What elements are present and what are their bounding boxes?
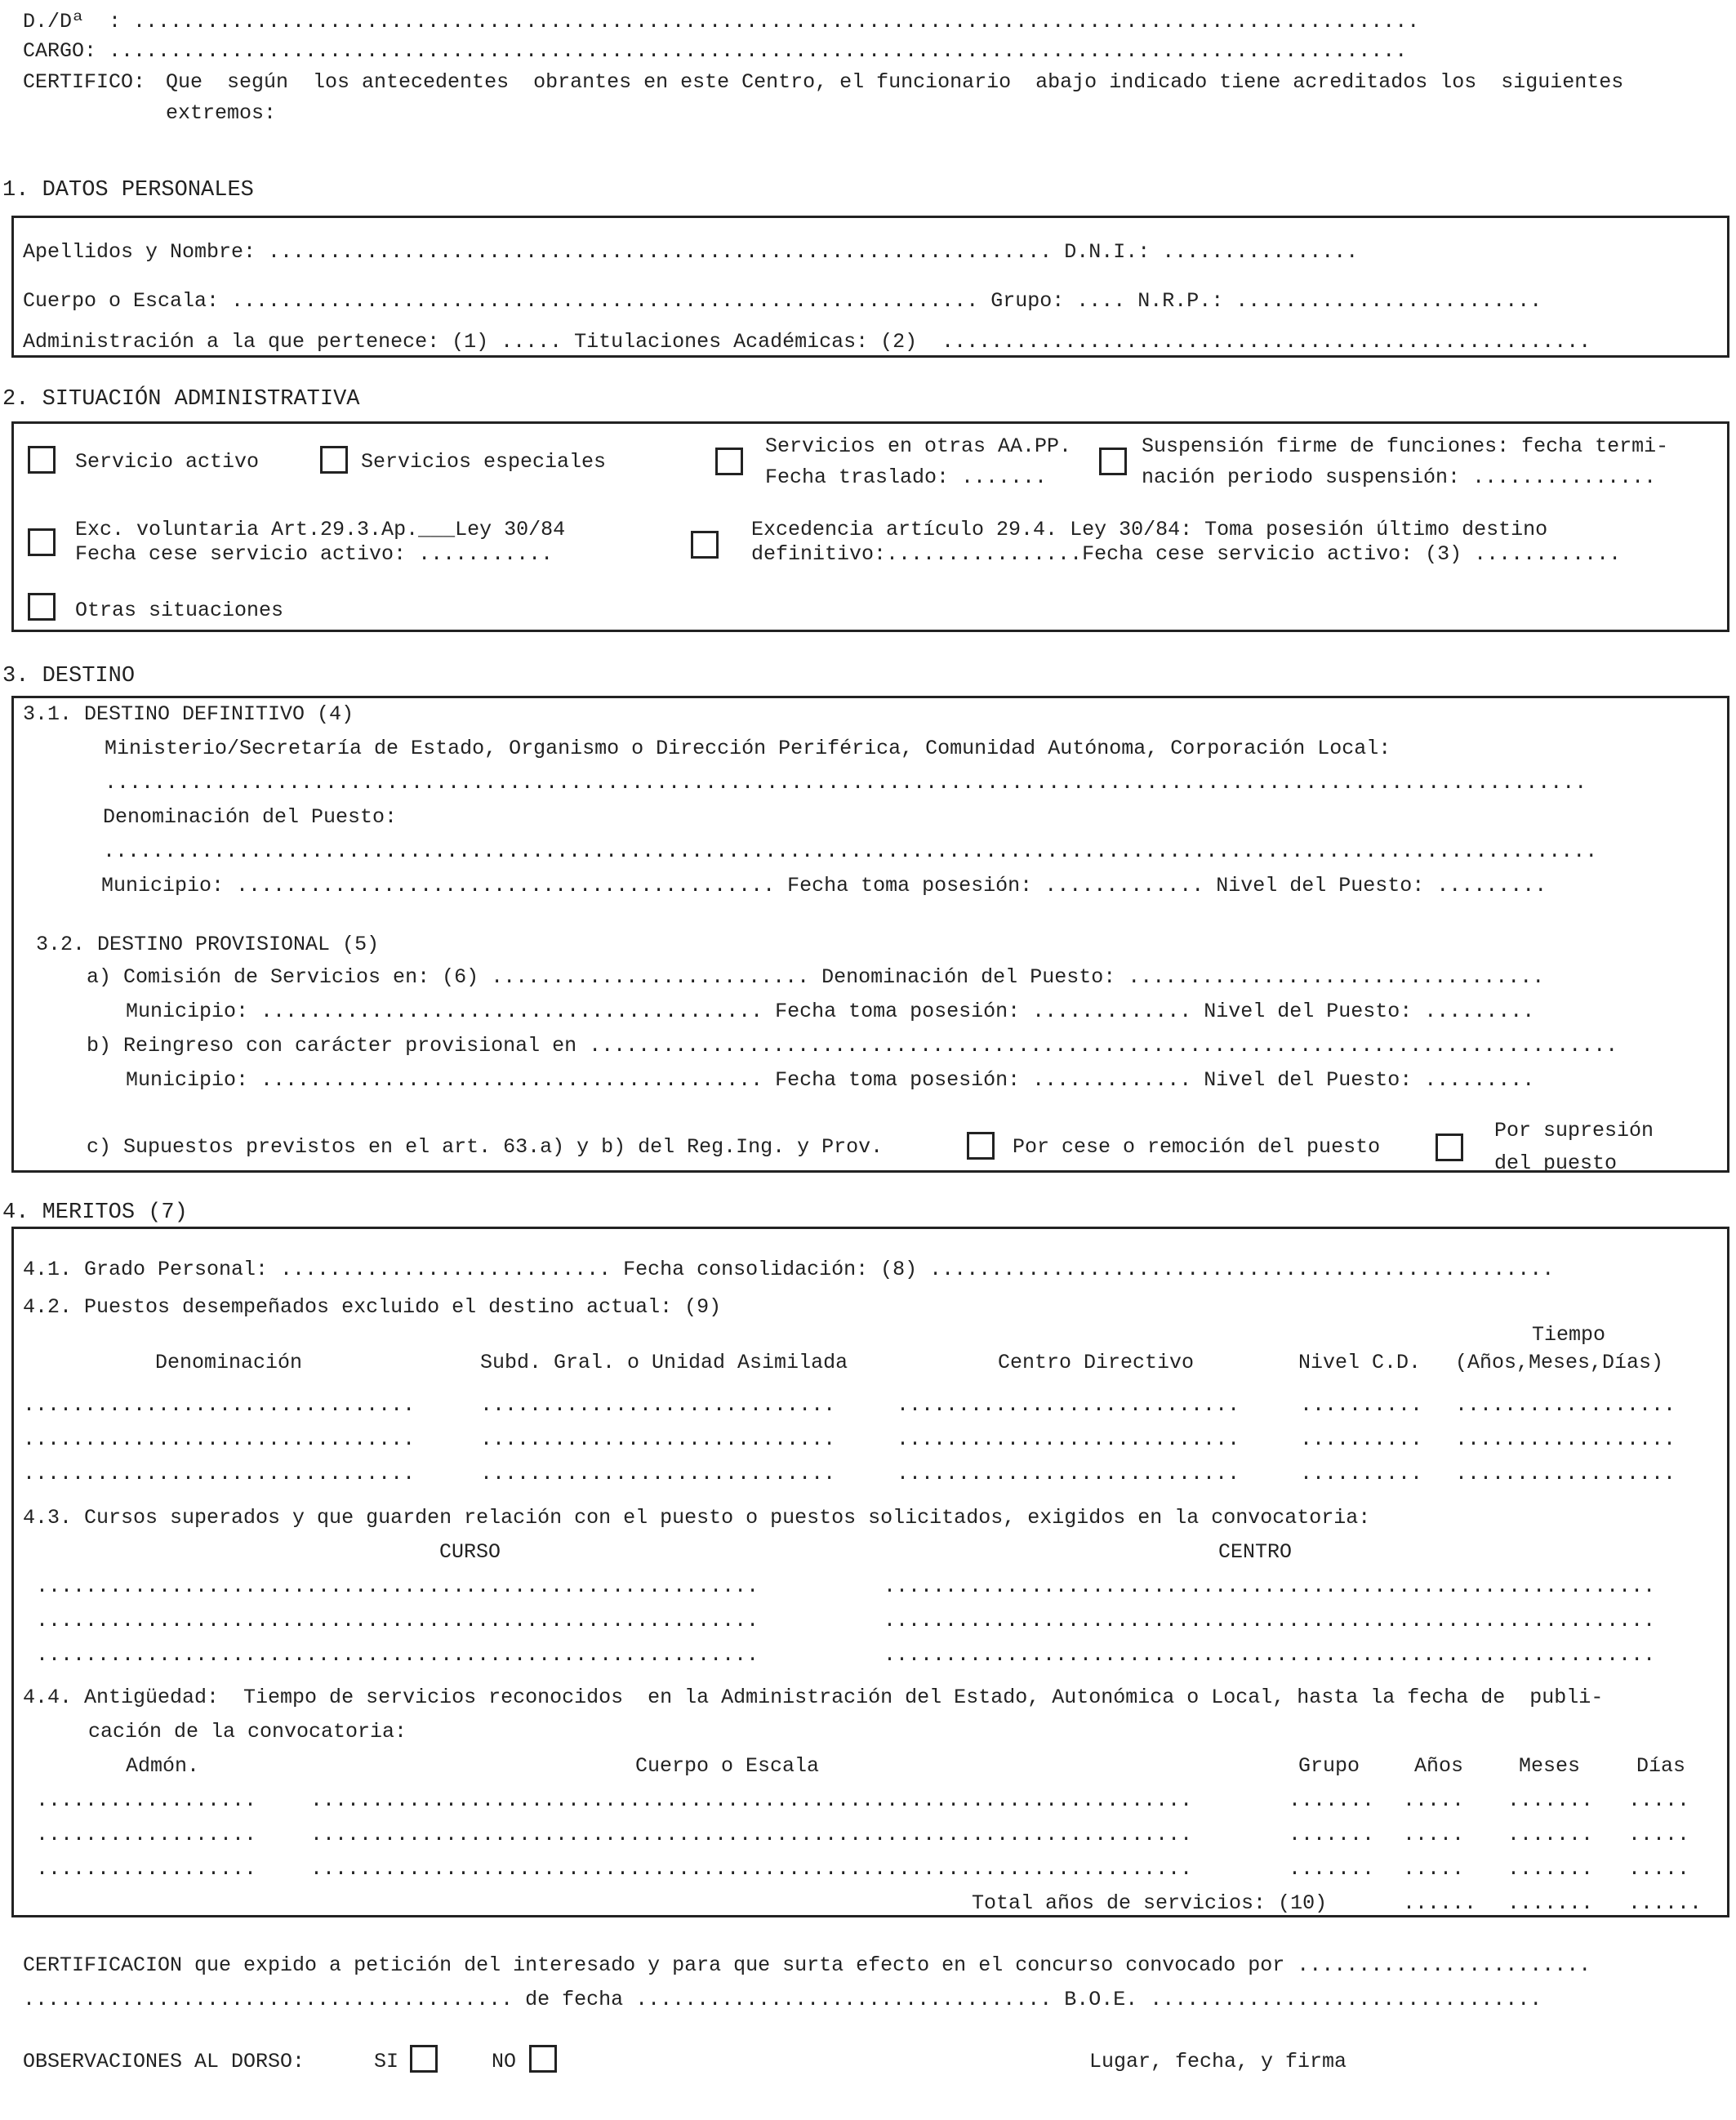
section-4-title: 4. MERITOS (7) <box>2 1200 188 1225</box>
col-denominacion-header: Denominación <box>155 1351 303 1374</box>
no-checkbox[interactable] <box>529 2045 557 2073</box>
antig-admon-cell[interactable]: .................. <box>36 1823 257 1846</box>
antig-anos-cell[interactable]: ..... <box>1403 1823 1465 1846</box>
puesto-nivel-cell[interactable]: .......... <box>1300 1427 1423 1451</box>
puesto-subd-cell[interactable]: ............................. <box>480 1462 836 1485</box>
excedencia-294-checkbox[interactable] <box>691 531 719 559</box>
observaciones-label: OBSERVACIONES AL DORSO: <box>23 2050 305 2073</box>
servicio-activo-label: Servicio activo <box>75 450 260 474</box>
curso-cell[interactable]: ........................................................... <box>36 1643 759 1667</box>
section-3-title: 3. DESTINO <box>2 664 136 688</box>
ministerio-label: Ministerio/Secretaría de Estado, Organismo o Dirección Periférica, Comunidad Autónoma, Corporación Local: <box>105 737 1391 760</box>
col-meses-header: Meses <box>1519 1754 1581 1778</box>
antig-dias-cell[interactable]: ..... <box>1628 1857 1690 1881</box>
antig-grupo-cell[interactable]: ....... <box>1289 1857 1375 1881</box>
puesto-tiempo-cell[interactable]: .................. <box>1455 1427 1676 1451</box>
col-tiempo-header: Tiempo <box>1532 1323 1606 1347</box>
excedencia-294-field[interactable]: definitivo:................Fecha cese servicio activo: (3) ............ <box>751 542 1622 566</box>
col-anos-header: Años <box>1414 1754 1464 1778</box>
si-label: SI <box>374 2050 399 2073</box>
supuestos-label: c) Supuestos previstos en el art. 63.a) y b) del Reg.Ing. y Prov. <box>87 1135 884 1159</box>
puesto-denominacion-cell[interactable]: ................................ <box>23 1393 416 1417</box>
puesto-nivel-cell[interactable]: .......... <box>1300 1393 1423 1417</box>
total-dias-field[interactable]: ...... <box>1628 1891 1703 1915</box>
antig-grupo-cell[interactable]: ....... <box>1289 1788 1375 1812</box>
certifico-text-cont: extremos: <box>166 101 277 125</box>
denominacion-field[interactable]: .......................................................................................................................... <box>103 840 1598 863</box>
no-label: NO <box>492 2050 517 2073</box>
servicios-especiales-checkbox[interactable] <box>320 446 348 474</box>
administracion-field[interactable]: Administración a la que pertenece: (1) ..... Titulaciones Académicas: (2) ..................................................... <box>23 330 1591 354</box>
section-2-title: 2. SITUACIÓN ADMINISTRATIVA <box>2 387 360 412</box>
servicios-especiales-label: Servicios especiales <box>361 450 607 474</box>
curso-centro-cell[interactable]: ............................................................... <box>884 1574 1656 1598</box>
destino-definitivo-title: 3.1. DESTINO DEFINITIVO (4) <box>23 702 354 726</box>
certifico-label: CERTIFICO: <box>23 70 146 94</box>
col-centro-header: Centro Directivo <box>998 1351 1195 1374</box>
col-admon-header: Admón. <box>126 1754 200 1778</box>
antig-meses-cell[interactable]: ....... <box>1507 1857 1594 1881</box>
col-centro2-header: CENTRO <box>1218 1540 1293 1564</box>
antig-dias-cell[interactable]: ..... <box>1628 1823 1690 1846</box>
col-nivel-header: Nivel C.D. <box>1298 1351 1422 1374</box>
puesto-centro-cell[interactable]: ............................ <box>897 1427 1240 1451</box>
col-curso-header: CURSO <box>439 1540 501 1564</box>
denominacion-label: Denominación del Puesto: <box>103 805 398 829</box>
ministerio-field[interactable]: ......................................................................................................................... <box>105 771 1587 795</box>
certifico-text: Que según los antecedentes obrantes en este Centro, el funcionario abajo indicado tiene acreditados los siguientes <box>166 70 1624 94</box>
puesto-denominacion-cell[interactable]: ................................ <box>23 1462 416 1485</box>
excedencia-294-label: Excedencia artículo 29.4. Ley 30/84: Toma posesión último destino <box>751 518 1548 541</box>
dd-line[interactable]: D./Dª : ......................................................................................................... <box>23 10 1420 33</box>
exc-voluntaria-fecha[interactable]: Fecha cese servicio activo: ........... <box>75 542 554 566</box>
puesto-tiempo-cell[interactable]: .................. <box>1455 1462 1676 1485</box>
certificacion-text[interactable]: CERTIFICACION que expido a petición del interesado y para que surta efecto en el concurso convocado por ........................ <box>23 1953 1591 1977</box>
antiguedad-text: 4.4. Antigüedad: Tiempo de servicios reconocidos en la Administración del Estado, Autonómica o Local, hasta la fecha de publi- <box>23 1686 1604 1709</box>
puesto-centro-cell[interactable]: ............................ <box>897 1462 1240 1485</box>
firma-label: Lugar, fecha, y firma <box>1089 2050 1347 2073</box>
suspension-checkbox[interactable] <box>1099 448 1127 475</box>
antig-cuerpo-cell[interactable]: ........................................................................ <box>310 1857 1193 1881</box>
exc-voluntaria-label: Exc. voluntaria Art.29.3.Ap.___Ley 30/84 <box>75 518 566 541</box>
col-cuerpo-header: Cuerpo o Escala <box>635 1754 820 1778</box>
col-dias-header: Días <box>1636 1754 1686 1778</box>
total-anos-field[interactable]: ...... <box>1403 1891 1477 1915</box>
total-meses-field[interactable]: ....... <box>1507 1891 1594 1915</box>
section-1-title: 1. DATOS PERSONALES <box>2 178 254 203</box>
suspension-label: Suspensión firme de funciones: fecha termi- <box>1142 434 1669 458</box>
destino-provisional-title: 3.2. DESTINO PROVISIONAL (5) <box>36 933 380 956</box>
cuerpo-field[interactable]: Cuerpo o Escala: ............................................................. Grupo: .... N.R.P.: ......................... <box>23 289 1542 313</box>
si-checkbox[interactable] <box>410 2045 438 2073</box>
suspension-field[interactable]: nación periodo suspensión: ............... <box>1142 465 1657 489</box>
certificacion-text-cont[interactable]: ........................................ de fecha .................................. B.O.E. ................................ <box>23 1988 1542 2011</box>
exc-voluntaria-checkbox[interactable] <box>28 528 56 556</box>
comision-servicios-field[interactable]: a) Comisión de Servicios en: (6) .......................... Denominación del Puesto: .................................. <box>87 965 1545 989</box>
puesto-nivel-cell[interactable]: .......... <box>1300 1462 1423 1485</box>
puesto-denominacion-cell[interactable]: ................................ <box>23 1427 416 1451</box>
antig-admon-cell[interactable]: .................. <box>36 1788 257 1812</box>
total-servicios-label: Total años de servicios: (10) <box>972 1891 1328 1915</box>
reingreso-municipio-field[interactable]: Municipio: ......................................... Fecha toma posesión: ............. Nivel del Puesto: ......... <box>126 1068 1535 1092</box>
servicio-activo-checkbox[interactable] <box>28 446 56 474</box>
municipio-definitivo-field[interactable]: Municipio: ............................................ Fecha toma posesión: ............. Nivel del Puesto: ......... <box>101 874 1547 897</box>
otras-situaciones-label: Otras situaciones <box>75 599 284 622</box>
antig-cuerpo-cell[interactable]: ........................................................................ <box>310 1823 1193 1846</box>
puestos-title: 4.2. Puestos desempeñados excluido el destino actual: (9) <box>23 1295 722 1319</box>
otras-aapp-checkbox[interactable] <box>715 448 743 475</box>
antig-anos-cell[interactable]: ..... <box>1403 1857 1465 1881</box>
grado-personal-field[interactable]: 4.1. Grado Personal: ........................... Fecha consolidación: (8) ................................................... <box>23 1258 1555 1281</box>
antig-cuerpo-cell[interactable]: ........................................................................ <box>310 1788 1193 1812</box>
apellidos-field[interactable]: Apellidos y Nombre: ................................................................ D.N.I.: ................ <box>23 240 1359 264</box>
meritos-box <box>11 1227 1729 1917</box>
col-tiempo-header-2: (Años,Meses,Días) <box>1455 1351 1664 1374</box>
curso-centro-cell[interactable]: ............................................................... <box>884 1609 1656 1632</box>
curso-cell[interactable]: ........................................................... <box>36 1574 759 1598</box>
puesto-tiempo-cell[interactable]: .................. <box>1455 1393 1676 1417</box>
supresion-puesto-label-cont: del puesto <box>1494 1151 1618 1175</box>
puesto-subd-cell[interactable]: ............................. <box>480 1393 836 1417</box>
otras-situaciones-checkbox[interactable] <box>28 593 56 621</box>
curso-cell[interactable]: ........................................................... <box>36 1609 759 1632</box>
curso-centro-cell[interactable]: ............................................................... <box>884 1643 1656 1667</box>
supresion-puesto-label: Por supresión <box>1494 1119 1654 1142</box>
fecha-traslado-field[interactable]: Fecha traslado: ....... <box>765 465 1048 489</box>
antig-meses-cell[interactable]: ....... <box>1507 1823 1594 1846</box>
antig-anos-cell[interactable]: ..... <box>1403 1788 1465 1812</box>
antig-admon-cell[interactable]: .................. <box>36 1857 257 1881</box>
otras-aapp-label: Servicios en otras AA.PP. <box>765 434 1072 458</box>
cursos-title: 4.3. Cursos superados y que guarden relación con el puesto o puestos solicitados, exigidos en la convocatoria: <box>23 1506 1371 1530</box>
col-subd-header: Subd. Gral. o Unidad Asimilada <box>480 1351 848 1374</box>
antig-grupo-cell[interactable]: ....... <box>1289 1823 1375 1846</box>
cese-remocion-checkbox[interactable] <box>967 1132 995 1160</box>
cargo-line[interactable]: CARGO: .......................................................................................................... <box>23 39 1408 63</box>
cese-remocion-label: Por cese o remoción del puesto <box>1013 1135 1381 1159</box>
puesto-subd-cell[interactable]: ............................. <box>480 1427 836 1451</box>
supresion-puesto-checkbox[interactable] <box>1436 1133 1463 1161</box>
comision-municipio-field[interactable]: Municipio: ......................................... Fecha toma posesión: ............. Nivel del Puesto: ......... <box>126 1000 1535 1023</box>
reingreso-field[interactable]: b) Reingreso con carácter provisional en .................................................................................... <box>87 1034 1618 1058</box>
antiguedad-text-cont: cación de la convocatoria: <box>88 1720 407 1744</box>
antig-dias-cell[interactable]: ..... <box>1628 1788 1690 1812</box>
col-grupo-header: Grupo <box>1298 1754 1360 1778</box>
antig-meses-cell[interactable]: ....... <box>1507 1788 1594 1812</box>
puesto-centro-cell[interactable]: ............................ <box>897 1393 1240 1417</box>
